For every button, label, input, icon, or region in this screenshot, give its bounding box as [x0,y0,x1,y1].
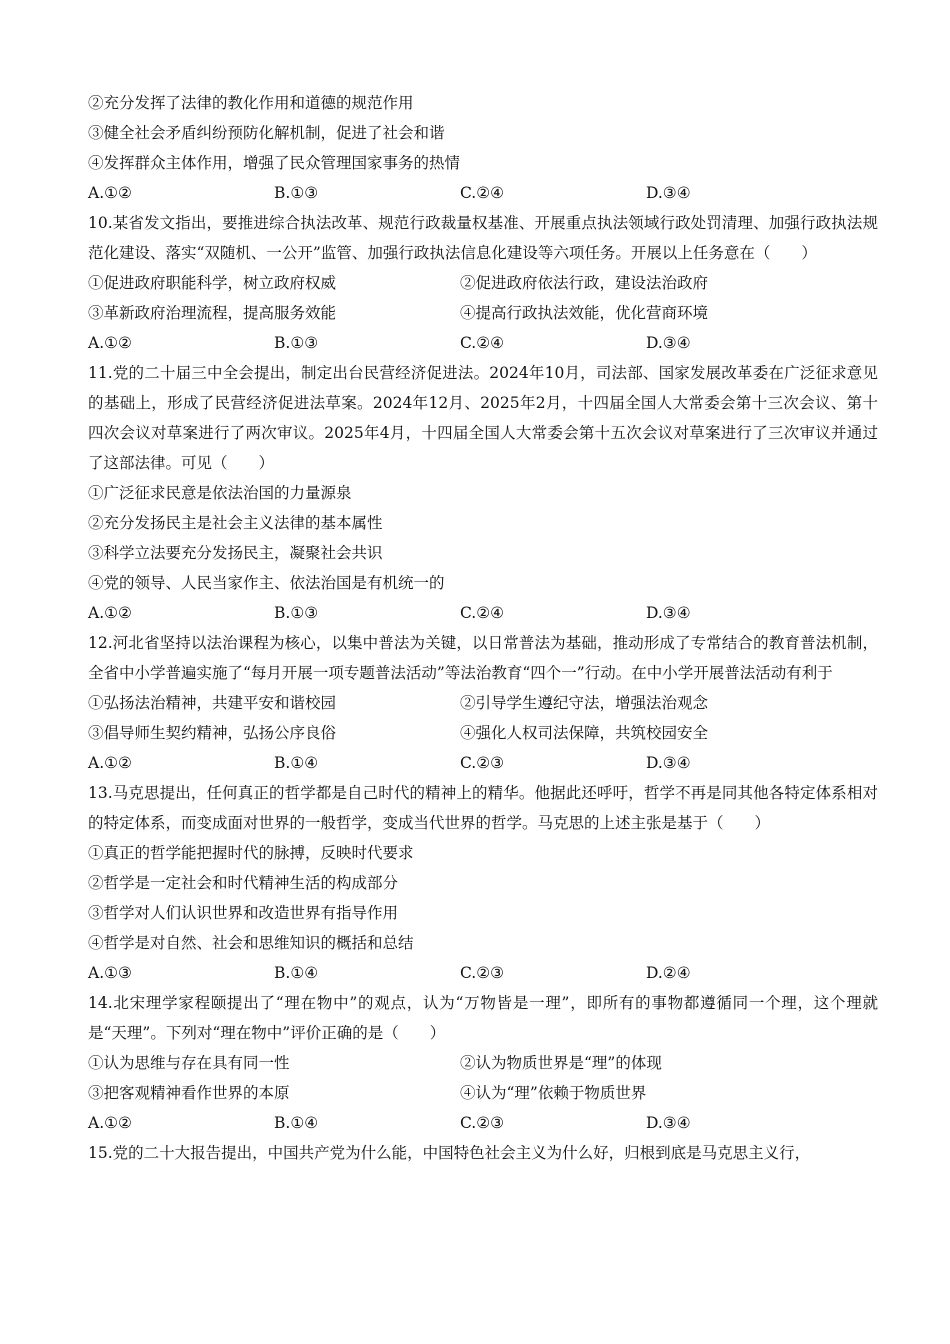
choice-a: A.①② [88,334,132,352]
choice-a: A.①② [88,604,132,622]
choice-c: C.②④ [460,604,505,622]
q13-option-3: ③哲学对人们认识世界和改造世界有指导作用 [88,904,399,922]
q10-options-row-2 [88,298,878,328]
q10-stem: 10.某省发文指出，要推进综合执法改革、规范行政裁量权基准、开展重点执法领域行政处罚清理、加强行政执法规范化建设、落实“双随机、一公开”监管、加强行政执法信息化建设等六项任务。开展以上任务意在（ ） [88,214,878,262]
q11-option-2: ②充分发扬民主是社会主义法律的基本属性 [88,514,383,532]
q11-option-3: ③科学立法要充分发扬民主，凝聚社会共识 [88,544,383,562]
q14-options-row-2 [88,1078,878,1108]
q14-option-1: ①认为思维与存在具有同一性 [88,1054,290,1072]
choice-c: C.②③ [460,754,505,772]
choice-c: C.②④ [460,334,505,352]
q9-option-4: ④发挥群众主体作用，增强了民众管理国家事务的热情 [88,154,461,172]
choice-a: A.①② [88,1114,132,1132]
q12-option-2: ②引导学生遵纪守法，增强法治观念 [460,694,709,712]
choice-a: A.①③ [88,964,132,982]
q12-options-row-2 [88,718,878,748]
choice-c: C.②③ [460,964,505,982]
q10-option-3: ③革新政府治理流程，提高服务效能 [88,304,337,322]
choice-c: C.②④ [460,184,505,202]
choice-b: B.①③ [274,184,319,202]
q9-option-2: ②充分发挥了法律的教化作用和道德的规范作用 [88,94,414,112]
q13-option-1: ①真正的哲学能把握时代的脉搏，反映时代要求 [88,844,414,862]
q13-stem: 13.马克思提出，任何真正的哲学都是自己时代的精神上的精华。他据此还呼吁，哲学不再是同其他各特定体系相对的特定体系，而变成面对世界的一般哲学，变成当代世界的哲学。马克思的上述主张是基于（ ） [88,784,878,832]
choice-d: D.②④ [646,964,691,982]
choice-d: D.③④ [646,604,691,622]
q13-option-4: ④哲学是对自然、社会和思维知识的概括和总结 [88,934,414,952]
q12-stem: 12.河北省坚持以法治课程为核心，以集中普法为关键，以日常普法为基础，推动形成了专常结合的教育普法机制，全省中小学普遍实施了“每月开展一项专题普法活动”等法治教育“四个一”行动。在中小学开展普法活动有利于 [88,634,878,682]
q15-stem: 15.党的二十大报告提出，中国共产党为什么能，中国特色社会主义为什么好，归根到底是马克思主义行， [88,1144,811,1162]
q11-option-4: ④党的领导、人民当家作主、依法治国是有机统一的 [88,574,445,592]
choice-b: B.①③ [274,334,319,352]
choice-d: D.③④ [646,334,691,352]
q12-option-3: ③倡导师生契约精神，弘扬公序良俗 [88,724,337,742]
q14-options-row-1 [88,1048,878,1078]
q13-choices [88,958,878,988]
q12-option-1: ①弘扬法治精神，共建平安和谐校园 [88,694,337,712]
q14-choices [88,1108,878,1138]
choice-b: B.①④ [274,754,319,772]
choice-c: C.②③ [460,1114,505,1132]
choice-d: D.③④ [646,184,691,202]
q11-stem: 11.党的二十届三中全会提出，制定出台民营经济促进法。2024年10月，司法部、国家发展改革委在广泛征求意见的基础上，形成了民营经济促进法草案。2024年12月、2025年2月，十四届全国人大常委会第十三次会议、第十四次会议对草案进行了两次审议。2025年4月，十四届全国人大常委会第十五次会议对草案进行了三次审议并通过了这部法律。可见（ ） [88,364,878,472]
choice-b: B.①③ [274,604,319,622]
q9-choices [88,178,878,208]
q12-options-row-1 [88,688,878,718]
q10-choices [88,328,878,358]
q11-choices [88,598,878,628]
choice-d: D.③④ [646,754,691,772]
q12-choices [88,748,878,778]
q14-stem: 14.北宋理学家程颐提出了“理在物中”的观点，认为“万物皆是一理”，即所有的事物都遵循同一个理，这个理就是“天理”。下列对“理在物中”评价正确的是（ ） [88,994,878,1042]
exam-page [88,88,878,1168]
q10-option-2: ②促进政府依法行政，建设法治政府 [460,274,709,292]
q11-option-1: ①广泛征求民意是依法治国的力量源泉 [88,484,352,502]
q10-options-row-1 [88,268,878,298]
choice-b: B.①④ [274,964,319,982]
choice-a: A.①② [88,184,132,202]
q14-option-4: ④认为“理”依赖于物质世界 [460,1084,647,1102]
q10-option-4: ④提高行政执法效能，优化营商环境 [460,304,709,322]
choice-d: D.③④ [646,1114,691,1132]
q9-option-3: ③健全社会矛盾纠纷预防化解机制，促进了社会和谐 [88,124,445,142]
q12-option-4: ④强化人权司法保障，共筑校园安全 [460,724,709,742]
q13-option-2: ②哲学是一定社会和时代精神生活的构成部分 [88,874,399,892]
q10-option-1: ①促进政府职能科学，树立政府权威 [88,274,337,292]
q14-option-2: ②认为物质世界是“理”的体现 [460,1054,662,1072]
choice-b: B.①④ [274,1114,319,1132]
choice-a: A.①② [88,754,132,772]
q14-option-3: ③把客观精神看作世界的本原 [88,1084,290,1102]
